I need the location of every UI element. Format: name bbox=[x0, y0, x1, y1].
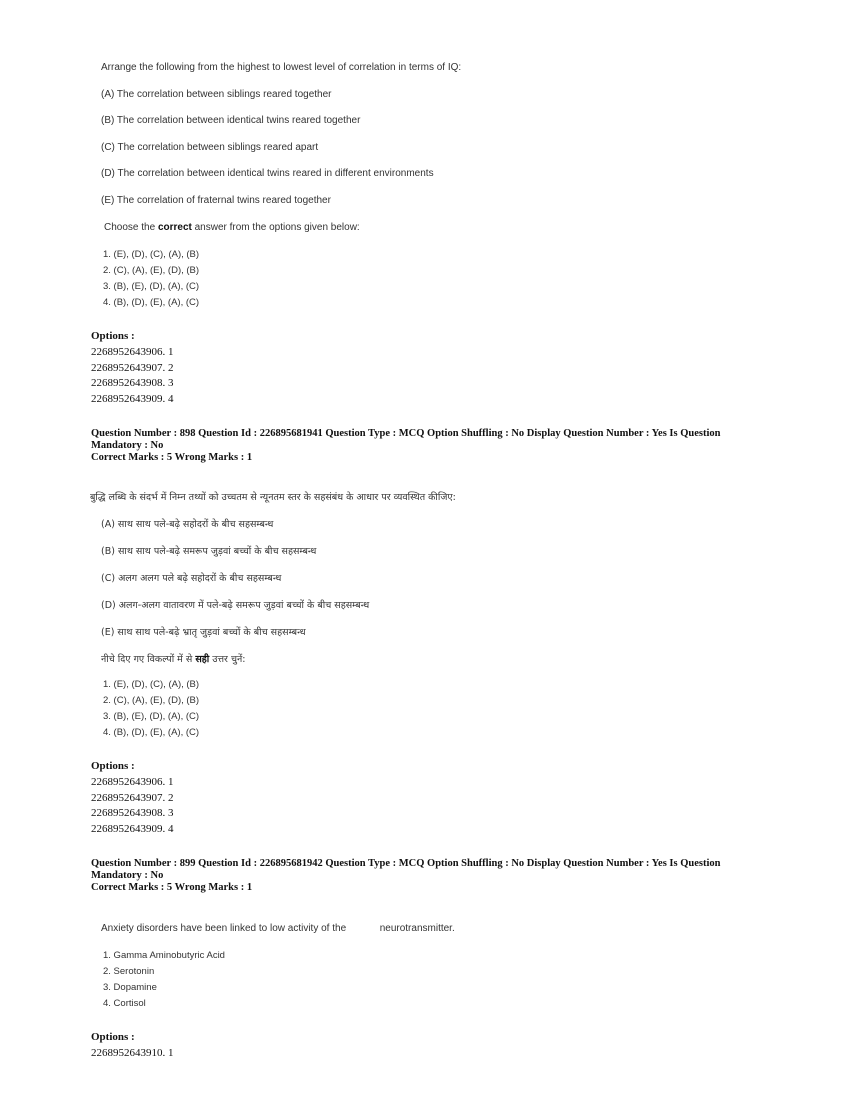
q898-option-3: 2268952643908. 3 bbox=[91, 807, 174, 819]
q897-instruction bbox=[104, 222, 360, 233]
q899-options-list bbox=[91, 1046, 174, 1062]
q899-statement bbox=[101, 923, 455, 934]
q898-meta-line1: Question Number : 898 Question Id : 226895681941 Question Type : MCQ Option Shuffling : No Display Question Number : Yes Is Question bbox=[91, 428, 721, 439]
q897-choice-2: 2. (C), (A), (E), (D), (B) bbox=[103, 265, 200, 276]
q898-statement: बुद्धि लब्धि के संदर्भ में निम्न तथ्यों को उच्चतम से न्यूनतम स्तर के सहसंबंध के आधार पर व्यवस्थित कीजिए: bbox=[90, 492, 456, 503]
q899-meta-line3: Correct Marks : 5 Wrong Marks : 1 bbox=[91, 882, 253, 893]
q898-option-1: 2268952643906. 1 bbox=[91, 776, 174, 788]
q897-options-title: Options : bbox=[91, 330, 135, 342]
q899-statement-post: neurotransmitter. bbox=[379, 923, 455, 934]
q898-item-b: (B) साथ साथ पले-बढ़े समरूप जुड़वां बच्चों के बीच सहसम्बन्ध bbox=[101, 546, 317, 557]
q899-choice-2: 2. Serotonin bbox=[103, 966, 155, 977]
q898-choice-4: 4. (B), (D), (E), (A), (C) bbox=[103, 727, 200, 738]
q898-choices bbox=[103, 677, 199, 741]
q898-item-a: (A) साथ साथ पले-बढ़े सहोदरों के बीच सहसम्बन्ध bbox=[101, 519, 274, 530]
q899-option-1: 2268952643910. 1 bbox=[91, 1047, 174, 1059]
q897-choice-1: 1. (E), (D), (C), (A), (B) bbox=[103, 249, 200, 260]
q898-options-title: Options : bbox=[91, 760, 135, 772]
q897-option-2: 2268952643907. 2 bbox=[91, 361, 174, 374]
q898-instruction-pre: नीचे दिए गए विकल्पों में से bbox=[101, 654, 196, 665]
q899-choice-1: 1. Gamma Aminobutyric Acid bbox=[103, 950, 225, 961]
q898-item-e: (E) साथ साथ पले-बढ़े भ्रातृ जुड़वां बच्चों के बीच सहसम्बन्ध bbox=[101, 627, 306, 638]
q897-item-e: (E) The correlation of fraternal twins reared together bbox=[101, 195, 331, 206]
q898-meta bbox=[91, 428, 771, 464]
q898-meta-line2: Mandatory : No bbox=[91, 440, 164, 451]
q898-item-d: (D) अलग-अलग वातावरण में पले-बढ़े समरूप जुड़वां बच्चों के बीच सहसम्बन्ध bbox=[101, 600, 370, 611]
q897-item-c: (C) The correlation between siblings reared apart bbox=[101, 142, 319, 153]
q899-choice-4: 4. Cortisol bbox=[103, 998, 146, 1009]
q897-choices bbox=[103, 247, 199, 311]
q898-instruction bbox=[101, 652, 245, 665]
q898-option-4: 2268952643909. 4 bbox=[91, 822, 174, 835]
q898-options-list bbox=[91, 775, 174, 837]
q899-options-title: Options : bbox=[91, 1031, 135, 1043]
q897-option-4: 2268952643909. 4 bbox=[91, 392, 174, 405]
q897-item-b: (B) The correlation between identical twins reared together bbox=[101, 115, 361, 126]
q899-meta-line2: Mandatory : No bbox=[91, 870, 164, 881]
q897-item-d: (D) The correlation between identical twins reared in different environments bbox=[101, 168, 434, 179]
q899-meta-line1: Question Number : 899 Question Id : 226895681942 Question Type : MCQ Option Shuffling : No Display Question Number : Yes Is Question bbox=[91, 858, 721, 869]
q897-instruction-pre: Choose the bbox=[104, 222, 158, 233]
q897-choice-4: 4. (B), (D), (E), (A), (C) bbox=[103, 297, 200, 308]
q899-choice-3: 3. Dopamine bbox=[103, 982, 157, 993]
q897-option-3: 2268952643908. 3 bbox=[91, 377, 174, 389]
q897-choice-3: 3. (B), (E), (D), (A), (C) bbox=[103, 281, 200, 292]
q897-instruction-bold: correct bbox=[157, 222, 192, 233]
q899-statement-pre: Anxiety disorders have been linked to low activity of the bbox=[101, 923, 347, 934]
q897-option-1: 2268952643906. 1 bbox=[91, 346, 174, 358]
q897-instruction-post: answer from the options given below: bbox=[191, 222, 360, 233]
q897-options-list bbox=[91, 345, 174, 407]
q898-meta-line3: Correct Marks : 5 Wrong Marks : 1 bbox=[91, 452, 253, 463]
q897-item-a: (A) The correlation between siblings reared together bbox=[101, 89, 332, 100]
q897-statement: Arrange the following from the highest to lowest level of correlation in terms of IQ: bbox=[101, 62, 462, 73]
q898-instruction-bold: सही bbox=[195, 654, 210, 665]
q899-meta bbox=[91, 858, 771, 894]
q898-choice-1: 1. (E), (D), (C), (A), (B) bbox=[103, 679, 200, 690]
q899-choices bbox=[103, 948, 225, 1012]
q898-option-2: 2268952643907. 2 bbox=[91, 791, 174, 804]
q898-item-c: (C) अलग अलग पले बढ़े सहोदरों के बीच सहसम्बन्ध bbox=[101, 573, 282, 584]
q898-choice-3: 3. (B), (E), (D), (A), (C) bbox=[103, 711, 200, 722]
q898-choice-2: 2. (C), (A), (E), (D), (B) bbox=[103, 695, 200, 706]
q898-instruction-post: उत्तर चुनें: bbox=[209, 654, 246, 665]
